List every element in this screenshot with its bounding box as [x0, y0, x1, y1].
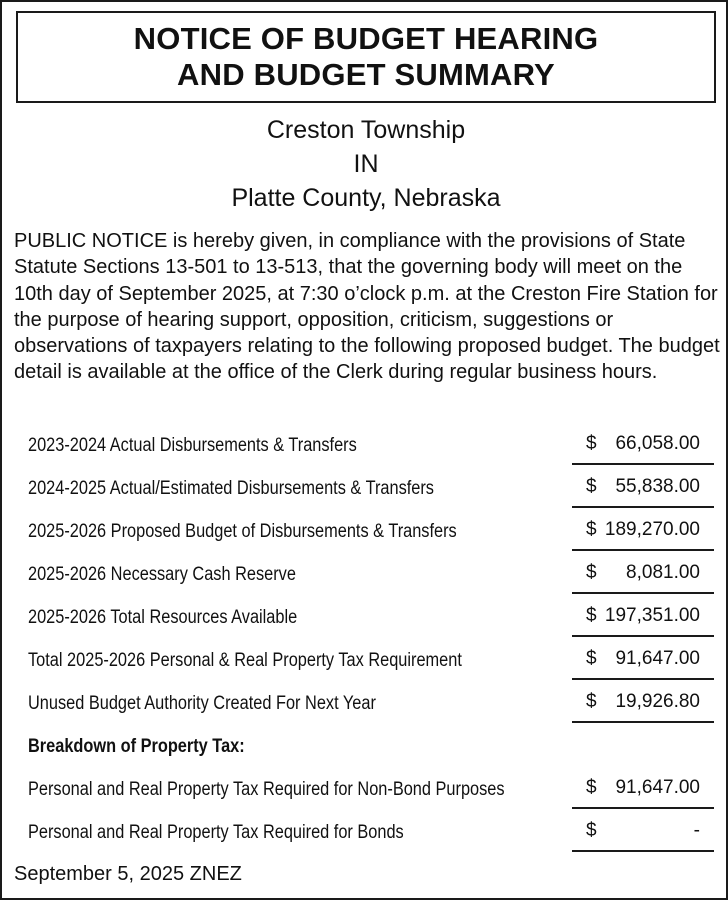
amount-value: -	[693, 820, 700, 841]
currency-sign: $	[586, 648, 597, 669]
amount-cell	[572, 594, 714, 637]
amount-cell	[572, 508, 714, 551]
currency-sign: $	[586, 605, 597, 626]
budget-row	[28, 766, 714, 809]
row-label: Total 2025-2026 Personal & Real Property Tax Requirement	[28, 650, 462, 671]
amount-value: 91,647.00	[615, 648, 700, 669]
amount-cell	[572, 465, 714, 508]
currency-sign: $	[586, 476, 597, 497]
row-label: 2024-2025 Actual/Estimated Disbursements & Transfers	[28, 478, 434, 499]
title-line-2: AND BUDGET SUMMARY	[177, 57, 555, 92]
budget-row	[28, 551, 714, 594]
budget-row	[28, 422, 714, 465]
budget-row	[28, 680, 714, 723]
heading-in: IN	[353, 150, 379, 178]
row-label: Unused Budget Authority Created For Next Year	[28, 693, 376, 714]
currency-sign: $	[586, 519, 597, 540]
row-label: Personal and Real Property Tax Required for Non-Bond Purposes	[28, 779, 505, 800]
amount-value: 8,081.00	[626, 562, 700, 583]
amount-value: 66,058.00	[615, 433, 700, 454]
amount-cell	[572, 809, 714, 852]
row-label: 2025-2026 Total Resources Available	[28, 607, 298, 628]
amount-cell	[572, 766, 714, 809]
title-line-1: NOTICE OF BUDGET HEARING	[133, 21, 599, 56]
budget-row	[28, 809, 714, 852]
currency-sign: $	[586, 691, 597, 712]
budget-row	[28, 508, 714, 551]
currency-sign: $	[586, 820, 597, 841]
amount-value: 55,838.00	[615, 476, 700, 497]
title-box	[16, 11, 716, 103]
budget-row	[28, 594, 714, 637]
budget-row	[28, 465, 714, 508]
amount-value: 91,647.00	[615, 777, 700, 798]
amount-value: 19,926.80	[615, 691, 700, 712]
amount-cell	[572, 422, 714, 465]
row-label: 2025-2026 Proposed Budget of Disbursements & Transfers	[28, 521, 457, 542]
currency-sign: $	[586, 777, 597, 798]
amount-value: 189,270.00	[604, 519, 700, 540]
amount-cell	[572, 551, 714, 594]
amount-cell	[572, 680, 714, 723]
amount-cell	[572, 637, 714, 680]
currency-sign: $	[586, 433, 597, 454]
breakdown-heading-row	[28, 723, 714, 766]
budget-row	[28, 637, 714, 680]
row-label: 2023-2024 Actual Disbursements & Transfers	[28, 435, 357, 456]
publication-footer: September 5, 2025 ZNEZ	[14, 863, 242, 885]
public-notice-text: PUBLIC NOTICE is hereby given, in compliance with the provisions of State Statute Sections 13-501 to 13-513, that the governing body will meet on the 10th day of September 2025, at 7:30 o’clock p.m. at the Creston Fire Station for the purpose of hearing support, opposition, criticism, suggestions or observations of taxpayers relating to the following proposed budget. The budget detail is available at the office of the Clerk during regular business hours.	[14, 230, 720, 384]
row-label: Personal and Real Property Tax Required for Bonds	[28, 822, 404, 843]
amount-value: 197,351.00	[604, 605, 700, 626]
breakdown-heading: Breakdown of Property Tax:	[28, 736, 245, 757]
county-name: Platte County, Nebraska	[231, 184, 501, 212]
budget-summary-table	[28, 422, 714, 852]
row-label: 2025-2026 Necessary Cash Reserve	[28, 564, 296, 585]
currency-sign: $	[586, 562, 597, 583]
township-name: Creston Township	[266, 116, 466, 144]
